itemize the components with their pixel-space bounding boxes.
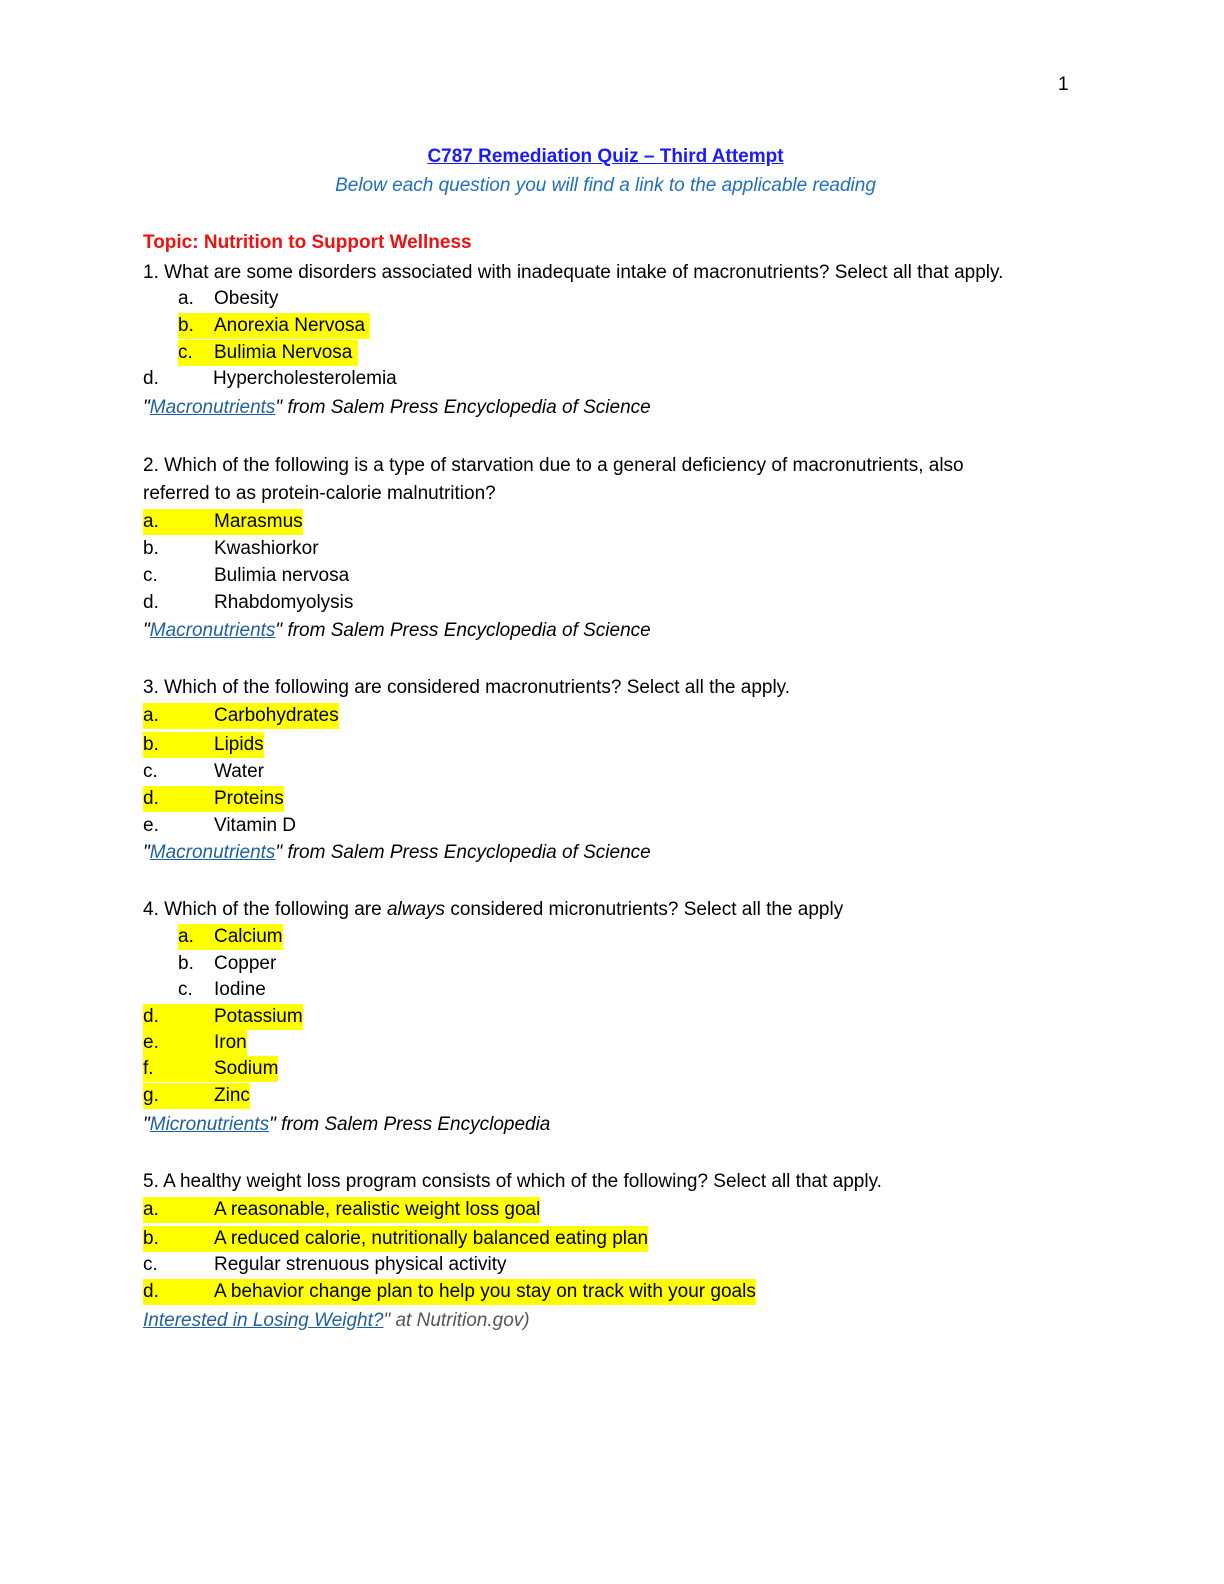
q5-option-a: [143, 1197, 540, 1223]
q5-option-c: [143, 1252, 507, 1278]
option-letter: c.: [178, 979, 193, 1000]
q3-option-d: [143, 786, 284, 812]
option-text: Vitamin D: [214, 815, 297, 836]
ref-prefix: ": [143, 842, 150, 863]
question-2-line-2: referred to as protein-calorie malnutrition?: [143, 483, 496, 504]
topic-heading: Topic: Nutrition to Support Wellness: [143, 232, 472, 253]
option-letter: d.: [143, 368, 159, 389]
q2-option-d: [143, 590, 353, 616]
option-text: Zinc: [214, 1085, 250, 1106]
q4-option-d: [143, 1004, 303, 1030]
option-text: A behavior change plan to help you stay on track with your goals: [214, 1281, 756, 1302]
ref-suffix: " at Nutrition.gov): [383, 1310, 530, 1331]
option-letter: b.: [143, 538, 159, 559]
option-text: Iron: [214, 1032, 247, 1053]
option-text: Marasmus: [214, 511, 303, 532]
option-letter: c.: [143, 761, 158, 782]
ref-prefix: ": [143, 620, 150, 641]
q1-reference: [143, 395, 651, 421]
option-letter: a.: [143, 705, 159, 726]
option-text: A reduced calorie, nutritionally balanced eating plan: [214, 1228, 649, 1249]
option-letter: a.: [143, 1199, 159, 1220]
option-letter: a.: [178, 926, 194, 947]
q3-option-b: [143, 732, 264, 758]
page-number: 1: [1058, 74, 1069, 95]
option-letter: d.: [143, 1006, 159, 1027]
q1-option-a: [178, 286, 278, 312]
q4-option-g: [143, 1083, 250, 1109]
option-text: Bulimia nervosa: [214, 565, 350, 586]
q3-option-a: [143, 703, 339, 729]
option-text: Sodium: [214, 1058, 279, 1079]
q1-option-b: [178, 313, 370, 339]
option-text: Iodine: [214, 979, 266, 1000]
q2-option-c: [143, 563, 349, 589]
option-text: Copper: [214, 953, 277, 974]
question-4-emphasis: always: [386, 899, 446, 920]
option-letter: d.: [143, 592, 159, 613]
option-text: Calcium: [214, 926, 283, 947]
q1-option-c: [178, 340, 358, 366]
option-letter: c.: [143, 565, 158, 586]
question-4-post: considered micronutrients? Select all the apply: [445, 899, 844, 920]
question-2-line-1: 2. Which of the following is a type of starvation due to a general deficiency of macronutrients, also: [143, 455, 964, 476]
option-text: Hypercholesterolemia: [213, 368, 397, 389]
option-text: Obesity: [214, 288, 279, 309]
option-letter: b.: [178, 953, 194, 974]
q5-reference: [143, 1308, 530, 1334]
option-letter: d.: [143, 1281, 159, 1302]
option-letter: c.: [178, 342, 193, 363]
macronutrients-link[interactable]: Macronutrients: [149, 842, 276, 863]
option-letter: a.: [178, 288, 194, 309]
option-text: Carbohydrates: [214, 705, 339, 726]
ref-prefix: ": [143, 397, 150, 418]
q4-option-a: [178, 924, 283, 950]
q4-reference: [143, 1112, 550, 1138]
option-text: Regular strenuous physical activity: [214, 1254, 507, 1275]
question-4-pre: 4. Which of the following are: [143, 899, 387, 920]
document-title[interactable]: C787 Remediation Quiz – Third Attempt: [427, 146, 784, 167]
micronutrients-link[interactable]: Micronutrients: [149, 1114, 270, 1135]
option-text: A reasonable, realistic weight loss goal: [214, 1199, 541, 1220]
q4-option-c: [178, 977, 266, 1003]
macronutrients-link[interactable]: Macronutrients: [149, 397, 276, 418]
macronutrients-link[interactable]: Macronutrients: [149, 620, 276, 641]
ref-prefix: ": [143, 1114, 150, 1135]
option-text: Anorexia Nervosa: [214, 315, 366, 336]
question-3: 3. Which of the following are considered macronutrients? Select all the apply.: [143, 677, 791, 698]
option-text: Kwashiorkor: [214, 538, 319, 559]
ref-suffix: " from Salem Press Encyclopedia of Science: [275, 620, 651, 641]
q4-option-e: [143, 1030, 247, 1056]
q1-option-d: [143, 366, 397, 392]
option-letter: d.: [143, 788, 159, 809]
ref-suffix: " from Salem Press Encyclopedia: [269, 1114, 551, 1135]
option-text: Bulimia Nervosa: [214, 342, 353, 363]
q3-reference: [143, 840, 651, 866]
question-1: 1. What are some disorders associated with inadequate intake of macronutrients? Select all that apply.: [143, 262, 1004, 283]
option-letter: e.: [143, 1032, 159, 1053]
losing-weight-link[interactable]: Interested in Losing Weight?: [143, 1310, 384, 1331]
q5-option-b: [143, 1226, 648, 1252]
option-letter: f.: [143, 1058, 154, 1079]
q3-option-c: [143, 759, 264, 785]
q4-option-f: [143, 1056, 278, 1082]
ref-suffix: " from Salem Press Encyclopedia of Science: [275, 397, 651, 418]
option-letter: e.: [143, 815, 159, 836]
option-text: Water: [214, 761, 264, 782]
option-letter: b.: [143, 1228, 159, 1249]
option-text: Proteins: [214, 788, 284, 809]
q2-reference: [143, 618, 651, 644]
question-4: [143, 897, 843, 923]
option-letter: b.: [178, 315, 194, 336]
ref-suffix: " from Salem Press Encyclopedia of Science: [275, 842, 651, 863]
q5-option-d: [143, 1279, 756, 1305]
option-letter: a.: [143, 511, 159, 532]
option-letter: b.: [143, 734, 159, 755]
question-5: 5. A healthy weight loss program consists of which of the following? Select all that apply.: [143, 1171, 882, 1192]
q2-option-b: [143, 536, 319, 562]
option-letter: g.: [143, 1085, 159, 1106]
option-letter: c.: [143, 1254, 158, 1275]
q3-option-e: [143, 813, 296, 839]
q4-option-b: [178, 951, 276, 977]
q2-option-a: [143, 509, 303, 535]
document-subtitle: Below each question you will find a link to the applicable reading: [335, 175, 876, 196]
option-text: Potassium: [214, 1006, 303, 1027]
option-text: Lipids: [214, 734, 264, 755]
option-text: Rhabdomyolysis: [214, 592, 354, 613]
